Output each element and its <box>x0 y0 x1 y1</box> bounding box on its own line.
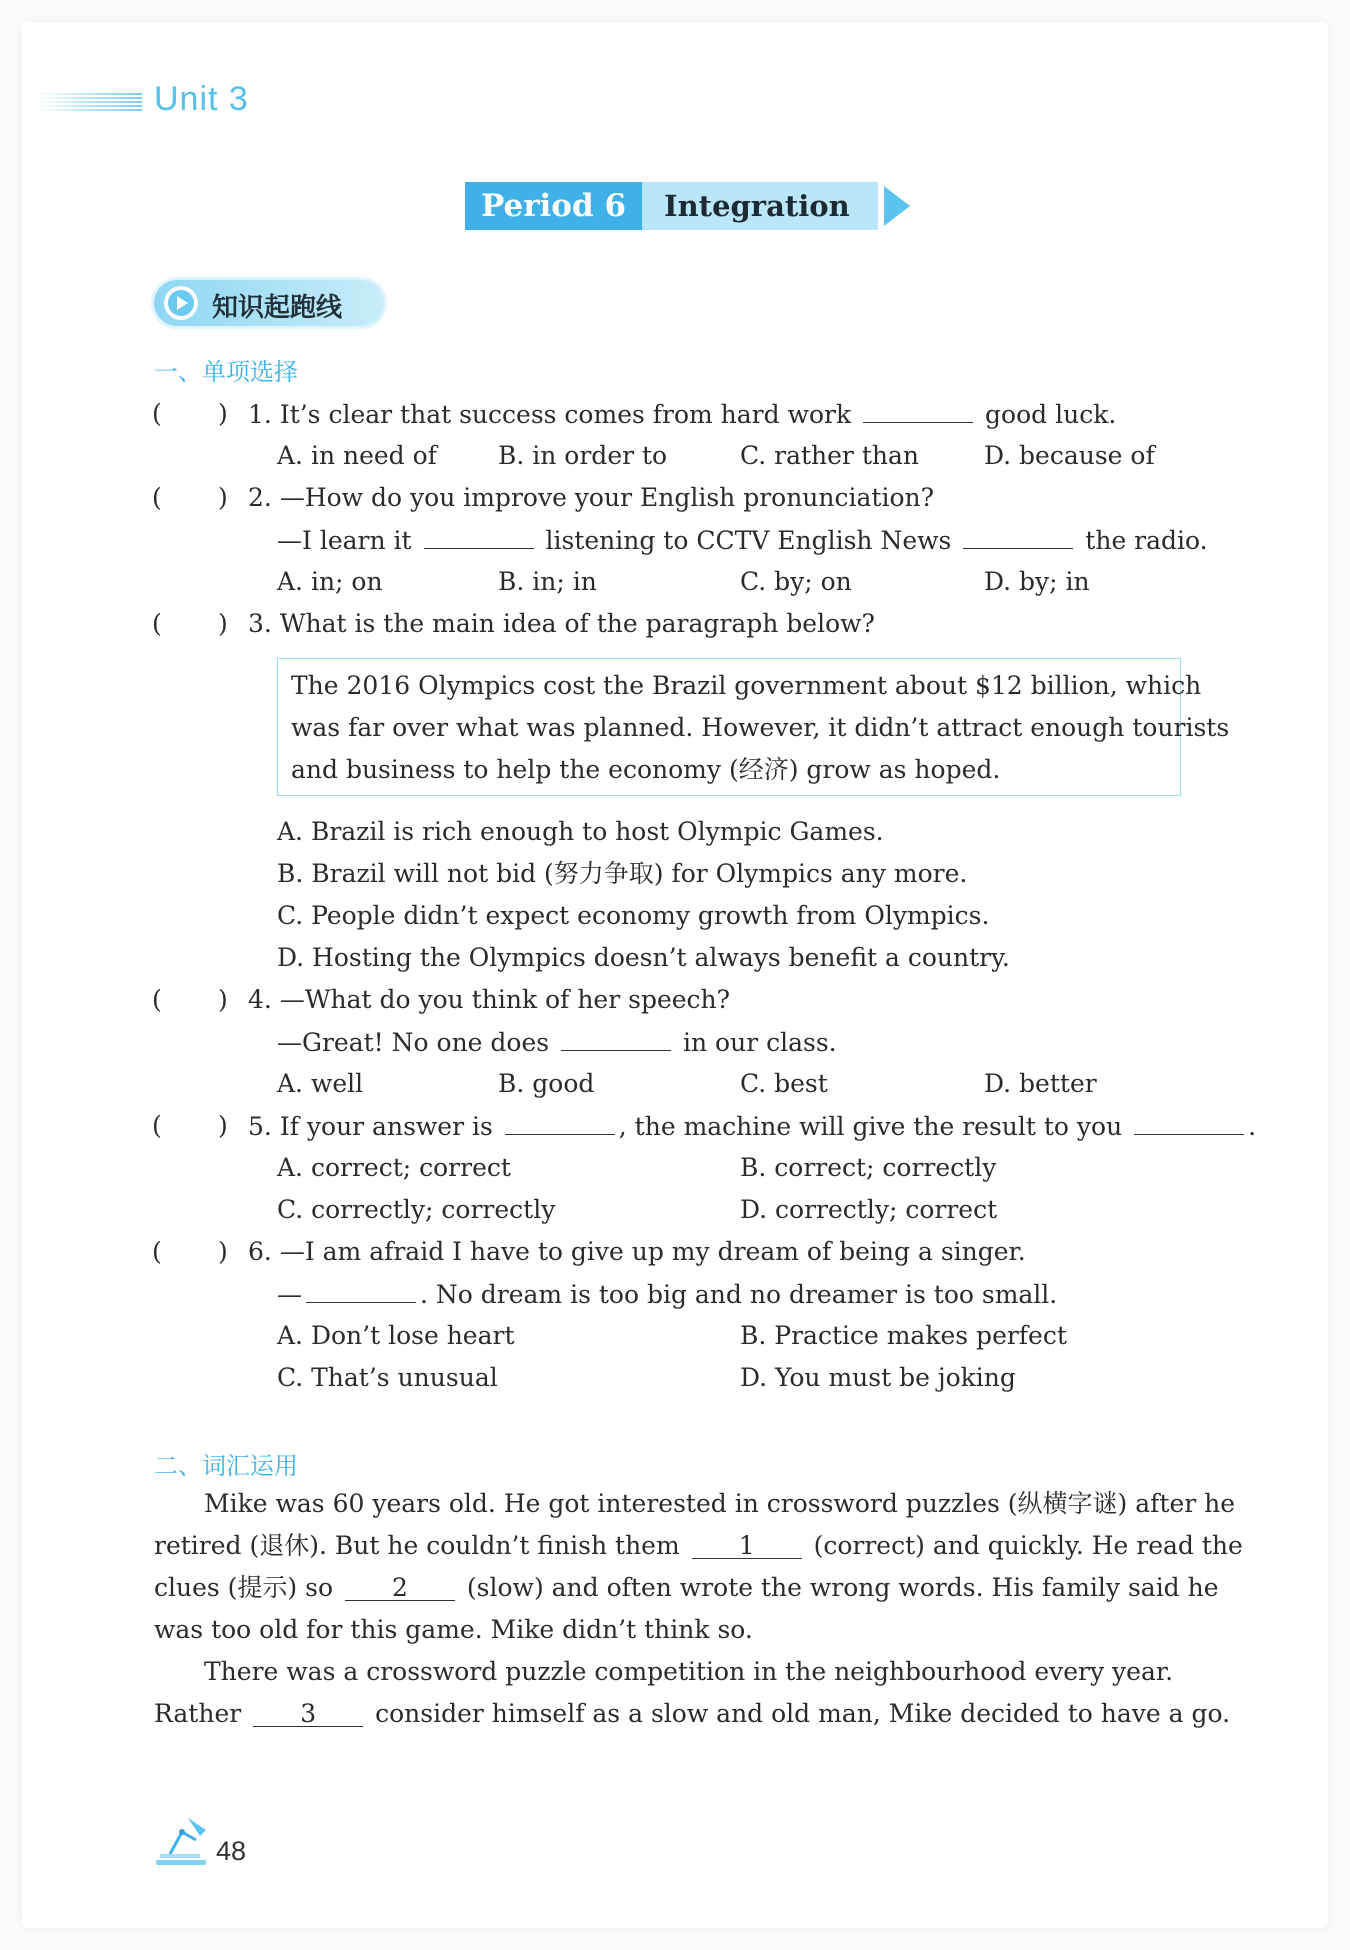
paragraph-text: (slow) and often wrote the wrong words. His family said he <box>466 1573 1219 1602</box>
question-3 <box>248 608 875 640</box>
desk-lamp-icon <box>152 1810 212 1870</box>
answer-paren-right: ) <box>218 985 228 1014</box>
part1-heading: 一、单项选择 <box>154 358 298 386</box>
option-d: D. You must be joking <box>740 1363 1016 1392</box>
question-text: It’s clear that success comes from hard work <box>279 400 852 429</box>
question-text: the radio. <box>1085 526 1208 555</box>
question-text: —What do you think of her speech? <box>279 985 731 1014</box>
paragraph-text: Rather <box>154 1699 242 1728</box>
option-a: A. in; on <box>277 567 383 596</box>
option-d: D. better <box>984 1069 1097 1098</box>
numbered-blank[interactable]: 2 <box>345 1574 455 1601</box>
option-a: A. in need of <box>277 441 437 470</box>
question-6-line-2 <box>277 1278 1057 1311</box>
question-text: listening to CCTV English News <box>545 526 952 555</box>
option-c: C. That’s unusual <box>277 1363 498 1392</box>
passage-line: and business to help the economy (经济) grow as hoped. <box>291 755 1001 784</box>
answer-blank[interactable] <box>505 1110 615 1135</box>
passage-line: The 2016 Olympics cost the Brazil government about $12 billion, which <box>291 671 1202 700</box>
answer-paren-left: ( <box>152 609 162 638</box>
question-text: , the machine will give the result to you <box>618 1112 1123 1141</box>
option-b: B. Brazil will not bid (努力争取) for Olympics any more. <box>277 859 968 888</box>
option-c: C. best <box>740 1069 828 1098</box>
paragraph-line: Mike was 60 years old. He got interested in crossword puzzles (纵横字谜) after he <box>204 1489 1236 1518</box>
question-4 <box>248 984 730 1016</box>
question-number: 4. <box>248 985 272 1014</box>
answer-paren-right: ) <box>218 483 228 512</box>
answer-blank[interactable] <box>561 1026 671 1051</box>
passage-line: was far over what was planned. However, it didn’t attract enough tourists <box>291 713 1230 742</box>
answer-blank[interactable] <box>1134 1110 1244 1135</box>
question-text: . <box>1248 1112 1257 1141</box>
question-text: —I learn it <box>277 526 412 555</box>
header-stripes-decoration <box>36 93 142 115</box>
question-number: 6. <box>248 1237 272 1266</box>
paragraph-line: was too old for this game. Mike didn’t think so. <box>154 1615 753 1644</box>
option-d: D. Hosting the Olympics doesn’t always benefit a country. <box>277 943 1010 972</box>
unit-title: Unit 3 <box>154 80 249 118</box>
paragraph-line <box>154 1572 1219 1604</box>
question-1 <box>248 398 1116 431</box>
option-a: A. correct; correct <box>277 1153 511 1182</box>
question-number: 2. <box>248 483 272 512</box>
question-text: —How do you improve your English pronunciation? <box>279 483 935 512</box>
question-text: —Great! No one does <box>277 1028 550 1057</box>
section-badge <box>154 280 384 326</box>
question-text: . No dream is too big and no dreamer is too small. <box>420 1280 1058 1309</box>
part2-heading: 二、词汇运用 <box>154 1452 298 1480</box>
paragraph-text: (correct) and quickly. He read the <box>813 1531 1243 1560</box>
option-c: C. by; on <box>740 567 852 596</box>
paragraph-text: retired (退休). But he couldn’t finish them <box>154 1531 680 1560</box>
option-b: B. Practice makes perfect <box>740 1321 1067 1350</box>
answer-paren-right: ) <box>218 609 228 638</box>
option-b: B. in; in <box>498 567 597 596</box>
option-a: A. Brazil is rich enough to host Olympic Games. <box>277 817 884 846</box>
answer-paren-left: ( <box>152 399 162 428</box>
paragraph-line <box>154 1698 1230 1730</box>
question-6 <box>248 1236 1026 1268</box>
period-number: Period 6 <box>465 182 642 230</box>
question-number: 3. <box>248 609 272 638</box>
answer-paren-left: ( <box>152 1237 162 1266</box>
paragraph-text: clues (提示) so <box>154 1573 334 1602</box>
question-4-line-2 <box>277 1026 837 1059</box>
numbered-blank[interactable]: 3 <box>253 1700 363 1727</box>
option-a: A. well <box>277 1069 364 1098</box>
option-b: B. in order to <box>498 441 668 470</box>
period-banner <box>465 182 910 230</box>
section-badge-label: 知识起跑线 <box>212 293 343 323</box>
paragraph-text: consider himself as a slow and old man, Mike decided to have a go. <box>375 1699 1231 1728</box>
option-b: B. correct; correctly <box>740 1153 997 1182</box>
answer-paren-left: ( <box>152 483 162 512</box>
period-name: Integration <box>642 182 878 230</box>
question-text: —I am afraid I have to give up my dream of being a singer. <box>279 1237 1026 1266</box>
option-d: D. by; in <box>984 567 1090 596</box>
question-text: If your answer is <box>279 1112 493 1141</box>
answer-paren-right: ) <box>218 399 228 428</box>
answer-blank[interactable] <box>863 398 973 423</box>
question-text: good luck. <box>985 400 1117 429</box>
answer-paren-left: ( <box>152 1111 162 1140</box>
answer-paren-left: ( <box>152 985 162 1014</box>
answer-paren-right: ) <box>218 1237 228 1266</box>
numbered-blank[interactable]: 1 <box>692 1532 802 1559</box>
play-circle-icon <box>164 286 198 320</box>
question-text: — <box>277 1280 302 1309</box>
option-c: C. rather than <box>740 441 919 470</box>
option-c: C. correctly; correctly <box>277 1195 556 1224</box>
paragraph-line <box>154 1530 1243 1562</box>
option-d: D. correctly; correct <box>740 1195 998 1224</box>
paragraph-line: There was a crossword puzzle competition in the neighbourhood every year. <box>204 1657 1174 1686</box>
page-number: 48 <box>216 1836 247 1866</box>
answer-blank[interactable] <box>306 1278 416 1303</box>
question-text: in our class. <box>683 1028 837 1057</box>
option-d: D. because of <box>984 441 1155 470</box>
answer-blank[interactable] <box>963 524 1073 549</box>
question-number: 5. <box>248 1112 272 1141</box>
answer-blank[interactable] <box>424 524 534 549</box>
question-2 <box>248 482 934 514</box>
question-number: 1. <box>248 400 272 429</box>
question-2-line-2 <box>277 524 1208 557</box>
arrow-right-icon <box>884 186 910 226</box>
question-text: What is the main idea of the paragraph below? <box>279 609 875 638</box>
question-5 <box>248 1110 1256 1143</box>
option-b: B. good <box>498 1069 595 1098</box>
option-c: C. People didn’t expect economy growth from Olympics. <box>277 901 990 930</box>
answer-paren-right: ) <box>218 1111 228 1140</box>
option-a: A. Don’t lose heart <box>277 1321 515 1350</box>
